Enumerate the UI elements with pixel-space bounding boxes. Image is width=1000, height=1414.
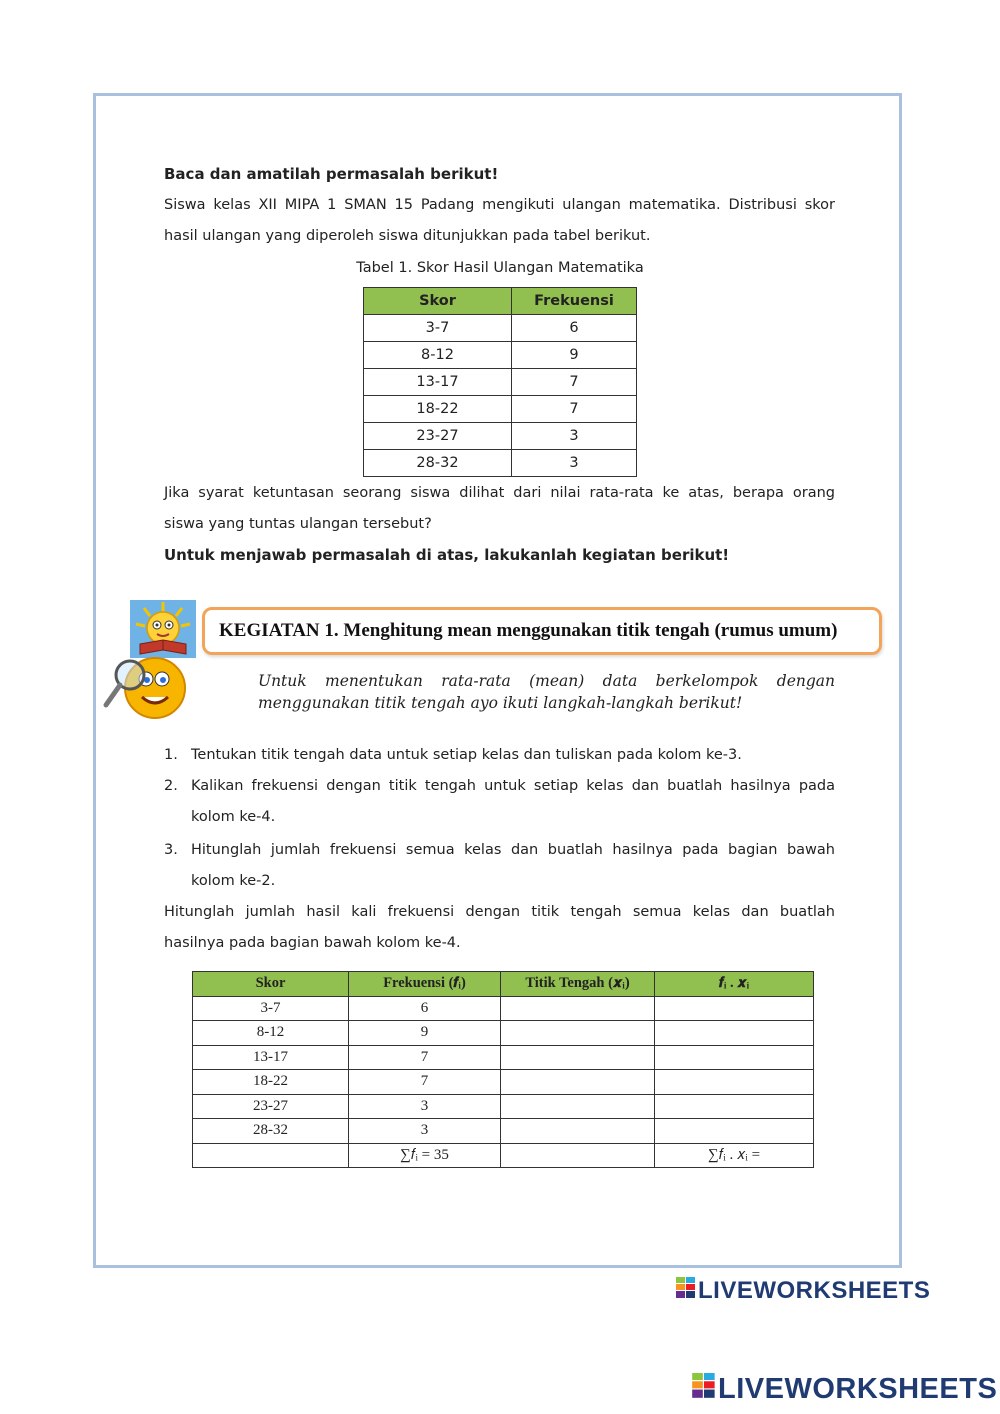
cell-titik-tengah-input[interactable] bbox=[501, 1045, 655, 1070]
cell-fx-input[interactable] bbox=[655, 1070, 814, 1095]
kegiatan-intro-line2: menggunakan titik tengah ayo ikuti langkah-langkah berikut! bbox=[258, 694, 743, 712]
cell-fx-input[interactable] bbox=[655, 1045, 814, 1070]
cell-empty bbox=[501, 1143, 655, 1168]
intro-paragraph-line2: hasil ulangan yang diperoleh siswa ditunjukkan pada tabel berikut. bbox=[164, 228, 651, 244]
table-row bbox=[364, 369, 637, 396]
intro-paragraph-line1: Siswa kelas XII MIPA 1 SMAN 15 Padang mengikuti ulangan matematika. Distribusi skor bbox=[164, 197, 835, 213]
cell-frekuensi: 7 bbox=[349, 1045, 501, 1070]
cell-frekuensi: 3 bbox=[512, 450, 637, 477]
step-2-line1: Kalikan frekuensi dengan titik tengah untuk setiap kelas dan buatlah hasilnya pada bbox=[191, 778, 835, 794]
table-row bbox=[364, 315, 637, 342]
sum-frekuensi: ∑𝑓ᵢ = 35 bbox=[349, 1143, 501, 1168]
cell-titik-tengah-input[interactable] bbox=[501, 996, 655, 1021]
question-line2: siswa yang tuntas ulangan tersebut? bbox=[164, 516, 432, 532]
step-1-line1: Tentukan titik tengah data untuk setiap kelas dan tuliskan pada kolom ke-3. bbox=[191, 747, 742, 763]
brand-name: LIVEWORKSHEETS bbox=[718, 1373, 998, 1405]
cell-skor: 13-17 bbox=[364, 369, 512, 396]
step-3-line2: kolom ke-2. bbox=[191, 873, 276, 889]
table1-caption: Tabel 1. Skor Hasil Ulangan Matematika bbox=[356, 260, 644, 276]
liveworksheets-logo-footer bbox=[692, 1373, 997, 1407]
table-row bbox=[193, 1070, 814, 1095]
cell-skor: 23-27 bbox=[364, 423, 512, 450]
cell-frekuensi: 3 bbox=[349, 1119, 501, 1144]
smiley-magnifier-icon bbox=[100, 655, 188, 721]
cell-frekuensi: 7 bbox=[512, 369, 637, 396]
table-row bbox=[193, 1021, 814, 1046]
table-row bbox=[193, 1094, 814, 1119]
cell-skor: 28-32 bbox=[364, 450, 512, 477]
cell-skor: 18-22 bbox=[364, 396, 512, 423]
sum-fx: ∑𝑓ᵢ . 𝑥ᵢ = bbox=[655, 1143, 814, 1168]
cell-titik-tengah-input[interactable] bbox=[501, 1119, 655, 1144]
header-skor: Skor bbox=[193, 972, 349, 997]
cell-skor: 8-12 bbox=[193, 1021, 349, 1046]
cell-skor: 13-17 bbox=[193, 1045, 349, 1070]
cell-skor: 28-32 bbox=[193, 1119, 349, 1144]
cell-skor: 3-7 bbox=[193, 996, 349, 1021]
reading-sun-icon bbox=[130, 600, 196, 658]
cell-fx-input[interactable] bbox=[655, 1094, 814, 1119]
calculation-table bbox=[192, 971, 814, 1168]
cell-frekuensi: 7 bbox=[512, 396, 637, 423]
table-sum-row bbox=[193, 1143, 814, 1168]
table-row bbox=[364, 342, 637, 369]
cell-frekuensi: 9 bbox=[512, 342, 637, 369]
header-skor: Skor bbox=[364, 288, 512, 315]
table-row bbox=[193, 1045, 814, 1070]
cell-frekuensi: 3 bbox=[349, 1094, 501, 1119]
header-frekuensi: Frekuensi bbox=[512, 288, 637, 315]
step-2-line2: kolom ke-4. bbox=[191, 809, 276, 825]
cell-skor: 18-22 bbox=[193, 1070, 349, 1095]
liveworksheets-logo-icon bbox=[676, 1277, 696, 1306]
intro-heading: Baca dan amatilah permasalah berikut! bbox=[164, 165, 499, 183]
cell-titik-tengah-input[interactable] bbox=[501, 1094, 655, 1119]
final-instruction-line1: Hitunglah jumlah hasil kali frekuensi dengan titik tengah semua kelas dan buatlah bbox=[164, 904, 835, 920]
cell-skor: 23-27 bbox=[193, 1094, 349, 1119]
cell-skor: 3-7 bbox=[364, 315, 512, 342]
step-3-line1: Hitunglah jumlah frekuensi semua kelas dan buatlah hasilnya pada bagian bawah bbox=[191, 842, 835, 858]
cell-frekuensi: 7 bbox=[349, 1070, 501, 1095]
step-number: 3. bbox=[164, 842, 178, 858]
liveworksheets-logo bbox=[676, 1277, 930, 1306]
kegiatan-intro-line1: Untuk menentukan rata-rata (mean) data berkelompok dengan bbox=[258, 672, 835, 690]
cell-frekuensi: 9 bbox=[349, 1021, 501, 1046]
cell-skor: 8-12 bbox=[364, 342, 512, 369]
header-titik-tengah: Titik Tengah (𝒙ᵢ) bbox=[501, 972, 655, 997]
table-row bbox=[364, 450, 637, 477]
brand-name: LIVEWORKSHEETS bbox=[698, 1277, 931, 1304]
header-fx: 𝒇ᵢ . 𝒙ᵢ bbox=[655, 972, 814, 997]
step-number: 2. bbox=[164, 778, 178, 794]
cell-empty bbox=[193, 1143, 349, 1168]
table-row bbox=[193, 996, 814, 1021]
kegiatan-title: KEGIATAN 1. Menghitung mean menggunakan titik tengah (rumus umum) bbox=[202, 607, 882, 655]
final-instruction-line2: hasilnya pada bagian bawah kolom ke-4. bbox=[164, 935, 461, 951]
table-row bbox=[364, 423, 637, 450]
cell-fx-input[interactable] bbox=[655, 1119, 814, 1144]
cell-titik-tengah-input[interactable] bbox=[501, 1070, 655, 1095]
question-line1: Jika syarat ketuntasan seorang siswa dilihat dari nilai rata-rata ke atas, berapa orang bbox=[164, 485, 835, 501]
header-frekuensi: Frekuensi (𝒇ᵢ) bbox=[349, 972, 501, 997]
cell-fx-input[interactable] bbox=[655, 1021, 814, 1046]
cell-frekuensi: 6 bbox=[512, 315, 637, 342]
activity-instruction: Untuk menjawab permasalah di atas, lakukanlah kegiatan berikut! bbox=[164, 546, 730, 564]
cell-frekuensi: 3 bbox=[512, 423, 637, 450]
cell-titik-tengah-input[interactable] bbox=[501, 1021, 655, 1046]
table-header-row bbox=[364, 288, 637, 315]
score-table bbox=[363, 287, 637, 477]
step-number: 1. bbox=[164, 747, 178, 763]
cell-fx-input[interactable] bbox=[655, 996, 814, 1021]
table-row bbox=[193, 1119, 814, 1144]
cell-frekuensi: 6 bbox=[349, 996, 501, 1021]
liveworksheets-logo-icon bbox=[692, 1373, 716, 1407]
table-header-row bbox=[193, 972, 814, 997]
table-row bbox=[364, 396, 637, 423]
